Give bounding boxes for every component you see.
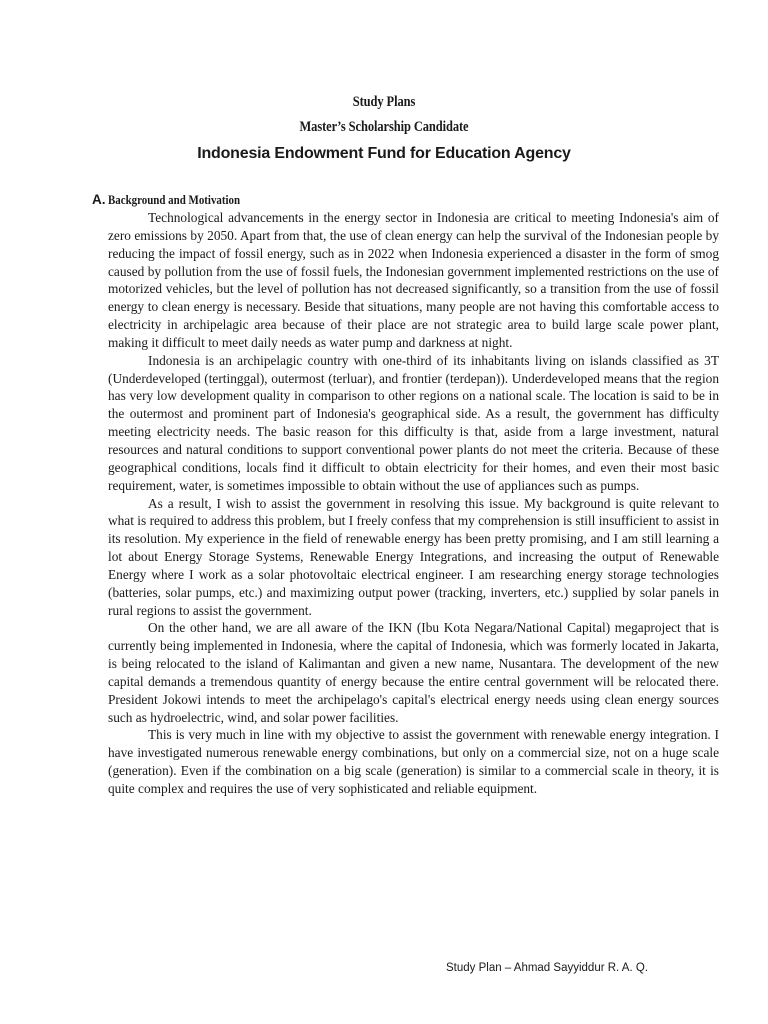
- section-heading: [92, 192, 265, 208]
- document-subtitle-candidate: Master’s Scholarship Candidate: [299, 119, 469, 135]
- paragraph: This is very much in line with my objective to assist the government with renewable energy integration. I have investigated numerous renewable energy combinations, but only on a commercial size, not on a huge scale (generation). Even if the combination on a big scale (generation) is similar to a commercial scale in theory, it is quite complex and requires the use of very sophisticated and reliable equipment.: [108, 727, 719, 796]
- paragraph: As a result, I wish to assist the government in resolving this issue. My background is quite relevant to what is required to address this problem, but I freely confess that my comprehension is still insufficient to assist in its resolution. My experience in the field of renewable energy has been pretty promising, and I am still learning a lot about Energy Storage Systems, Renewable Energy Integrations, and increasing the output of Renewable Energy where I work as a solar photovoltaic electrical engineer. I am researching energy storage technologies (batteries, solar pumps, etc.) and maximizing output power (tracking, inverters, etc.) supplied by solar panels in rural regions to assist the government.: [108, 495, 719, 618]
- section-body: [108, 209, 719, 798]
- section-letter: A.: [92, 192, 106, 207]
- document-subtitle-agency: Indonesia Endowment Fund for Education Agency: [197, 145, 571, 162]
- paragraph: Technological advancements in the energy sector in Indonesia are critical to meeting Indonesia's aim of zero emissions by 2050. Apart from that, the use of clean energy can help the survival of the Indonesian people by reducing the impact of fossil energy, such as in 2022 when Indonesia experienced a disaster in the form of smog caused by pollution from the use of fossil fuels, the Indonesian government implemented restrictions on the use of motorized vehicles, but the level of pollution has not decreased significantly, so a transition from the use of fossil energy to clean energy is necessary. Beside that situations, many people are not having this comfortable access to electricity in archipelagic area because of their place are not strategic area to build large scale power plant, making it difficult to meet daily needs as water pump and darkness at night.: [108, 210, 719, 350]
- paragraph: On the other hand, we are all aware of the IKN (Ibu Kota Negara/National Capital) megaproject that is currently being implemented in Indonesia, where the capital of Indonesia, which was formerly located in Jakarta, is being relocated to the island of Kalimantan and given a new name, Nusantara. The development of the new capital demands a tremendous quantity of energy because the entire central government will be relocated there. President Jokowi intends to meet the archipelago's capital's electrical energy needs using clean energy sources such as hydroelectric, wind, and solar power facilities.: [108, 620, 719, 725]
- document-title-study-plans: Study Plans: [352, 94, 416, 110]
- section-title: Background and Motivation: [108, 192, 241, 207]
- paragraph: Indonesia is an archipelagic country with one-third of its inhabitants living on islands classified as 3T (Underdeveloped (tertinggal), outermost (terluar), and frontier (terdepan)). Underdeveloped means that the region has very low development quality in comparison to other regions on a national scale. The location is said to be in the outermost and prominent part of Indonesia's geographical side. As a result, the government has difficulty meeting electricity needs. The basic reason for this difficulty is that, aside from a large investment, natural resources and natural conditions to support conventional power plants do not meet the criteria. Because of these geographical conditions, locals find it difficult to obtain electricity for their homes, and even their most basic requirement, water, is sometimes impossible to obtain without the use of appliances such as pumps.: [108, 352, 719, 493]
- page-footer: Study Plan – Ahmad Sayyiddur R. A. Q.: [446, 962, 648, 974]
